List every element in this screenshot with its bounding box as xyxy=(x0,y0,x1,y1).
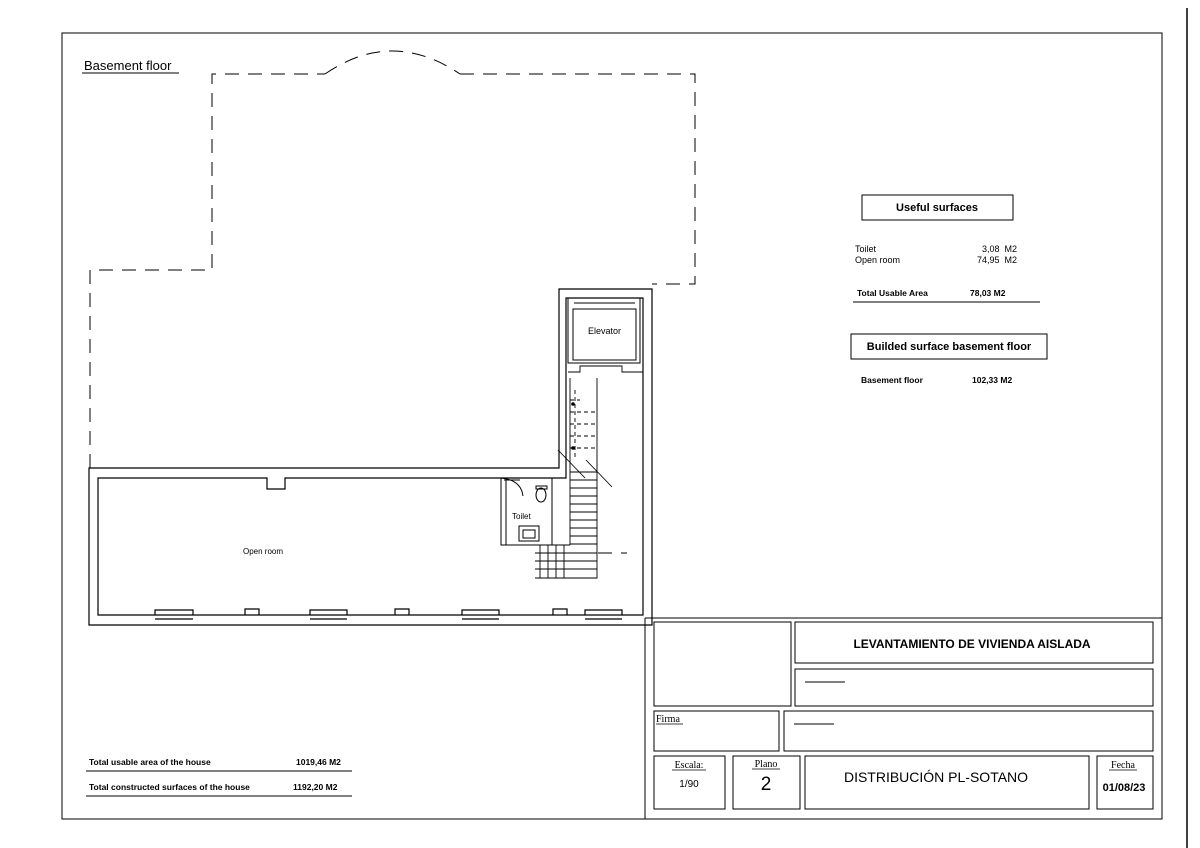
total-usable-area-label: Total Usable Area xyxy=(857,288,928,298)
useful-surfaces-heading: Useful surfaces xyxy=(896,202,978,214)
surface-row-toilet-value: 3,08 M2 xyxy=(981,244,1017,254)
drawing-title: DISTRIBUCIÓN PL-SOTANO xyxy=(843,769,1029,785)
toilet-label: Toilet xyxy=(512,512,531,521)
house-usable-area-label: Total usable area of the house xyxy=(89,757,211,767)
open-room-label: Open room xyxy=(243,547,284,556)
logo-box xyxy=(654,622,791,706)
surface-row-toilet-label: Toilet xyxy=(855,244,877,254)
built-surface-heading: Builded surface basement floor xyxy=(866,341,1032,353)
sheet-border xyxy=(62,33,1162,819)
project-subtitle-box xyxy=(795,669,1153,706)
staircase xyxy=(535,366,643,578)
project-title: LEVANTAMIENTO DE VIVIENDA AISLADA xyxy=(853,637,1091,651)
built-surface-value: 102,33 M2 xyxy=(972,375,1013,385)
escala-value: 1/90 xyxy=(679,779,699,790)
fecha-label: Fecha xyxy=(1111,760,1135,771)
signature-field-box xyxy=(784,711,1153,751)
house-usable-area-value: 1019,46 M2 xyxy=(296,757,341,767)
built-surface-label: Basement floor xyxy=(861,375,923,385)
fecha-value: 01/08/23 xyxy=(1102,782,1146,794)
surface-row-open-room-label: Open room xyxy=(855,255,901,265)
plan-title: Basement floor xyxy=(84,58,172,73)
stair-marker-icon xyxy=(571,446,575,450)
surface-row-open-room-value: 74,95 M2 xyxy=(976,255,1017,265)
plano-value: 2 xyxy=(760,774,772,795)
plano-label: Plano xyxy=(754,759,778,770)
house-constructed-label: Total constructed surfaces of the house xyxy=(89,782,250,792)
elevator-label: Elevator xyxy=(588,326,622,336)
total-usable-area-value: 78,03 M2 xyxy=(970,288,1006,298)
firma-label: Firma xyxy=(656,714,680,725)
stair-marker-icon xyxy=(571,402,575,406)
house-constructed-value: 1192,20 M2 xyxy=(293,782,338,792)
escala-label: Escala: xyxy=(674,760,704,771)
